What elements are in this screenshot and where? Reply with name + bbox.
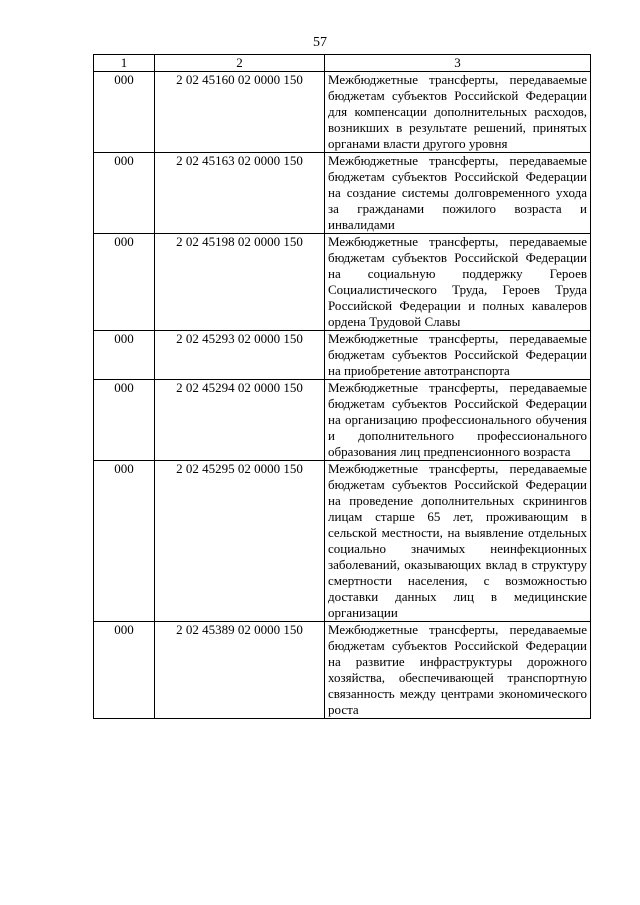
header-col-1: 1 bbox=[94, 55, 155, 72]
admin-code-cell: 000 bbox=[94, 380, 155, 461]
header-col-3: 3 bbox=[325, 55, 591, 72]
description-cell: Межбюджетные трансферты, передаваемые бюджетам субъектов Российской Федерации на проведение дополнительных скринингов лицам старше 65 лет, проживающим в сельской местности, на выявление отдельных социально значимых неинфекционных заболеваний, оказывающих вклад в структуру смертности населения, с возможностью доставки данных лиц в медицинские организации bbox=[325, 461, 591, 622]
table-row bbox=[94, 380, 591, 461]
page-number: 57 bbox=[313, 35, 327, 50]
table-row bbox=[94, 331, 591, 380]
description-cell: Межбюджетные трансферты, передаваемые бюджетам субъектов Российской Федерации на организацию профессионального обучения и дополнительного профессионального образования лиц предпенсионного возраста bbox=[325, 380, 591, 461]
admin-code-cell: 000 bbox=[94, 72, 155, 153]
admin-code-cell: 000 bbox=[94, 331, 155, 380]
kbk-code-cell: 2 02 45293 02 0000 150 bbox=[155, 331, 325, 380]
description-cell: Межбюджетные трансферты, передаваемые бюджетам субъектов Российской Федерации для компенсации дополнительных расходов, возникших в результате решений, принятых органами власти другого уровня bbox=[325, 72, 591, 153]
kbk-code-cell: 2 02 45198 02 0000 150 bbox=[155, 234, 325, 331]
header-col-2: 2 bbox=[155, 55, 325, 72]
table-row bbox=[94, 72, 591, 153]
description-cell: Межбюджетные трансферты, передаваемые бюджетам субъектов Российской Федерации на развитие инфраструктуры дорожного хозяйства, обеспечивающей транспортную связанность между центрами экономического роста bbox=[325, 622, 591, 719]
admin-code-cell: 000 bbox=[94, 461, 155, 622]
table-row bbox=[94, 461, 591, 622]
admin-code-cell: 000 bbox=[94, 622, 155, 719]
kbk-code-cell: 2 02 45294 02 0000 150 bbox=[155, 380, 325, 461]
admin-code-cell: 000 bbox=[94, 234, 155, 331]
table-row bbox=[94, 234, 591, 331]
description-cell: Межбюджетные трансферты, передаваемые бюджетам субъектов Российской Федерации на создание системы долговременного ухода за гражданами пожилого возраста и инвалидами bbox=[325, 153, 591, 234]
budget-classification-table bbox=[93, 54, 591, 719]
description-cell: Межбюджетные трансферты, передаваемые бюджетам субъектов Российской Федерации на социальную поддержку Героев Социалистического Труда, Героев Труда Российской Федерации и полных кавалеров ордена Трудовой Славы bbox=[325, 234, 591, 331]
kbk-code-cell: 2 02 45389 02 0000 150 bbox=[155, 622, 325, 719]
kbk-code-cell: 2 02 45295 02 0000 150 bbox=[155, 461, 325, 622]
description-cell: Межбюджетные трансферты, передаваемые бюджетам субъектов Российской Федерации на приобретение автотранспорта bbox=[325, 331, 591, 380]
kbk-code-cell: 2 02 45163 02 0000 150 bbox=[155, 153, 325, 234]
table-header-row bbox=[94, 55, 591, 72]
table-row bbox=[94, 622, 591, 719]
kbk-code-cell: 2 02 45160 02 0000 150 bbox=[155, 72, 325, 153]
table-row bbox=[94, 153, 591, 234]
admin-code-cell: 000 bbox=[94, 153, 155, 234]
